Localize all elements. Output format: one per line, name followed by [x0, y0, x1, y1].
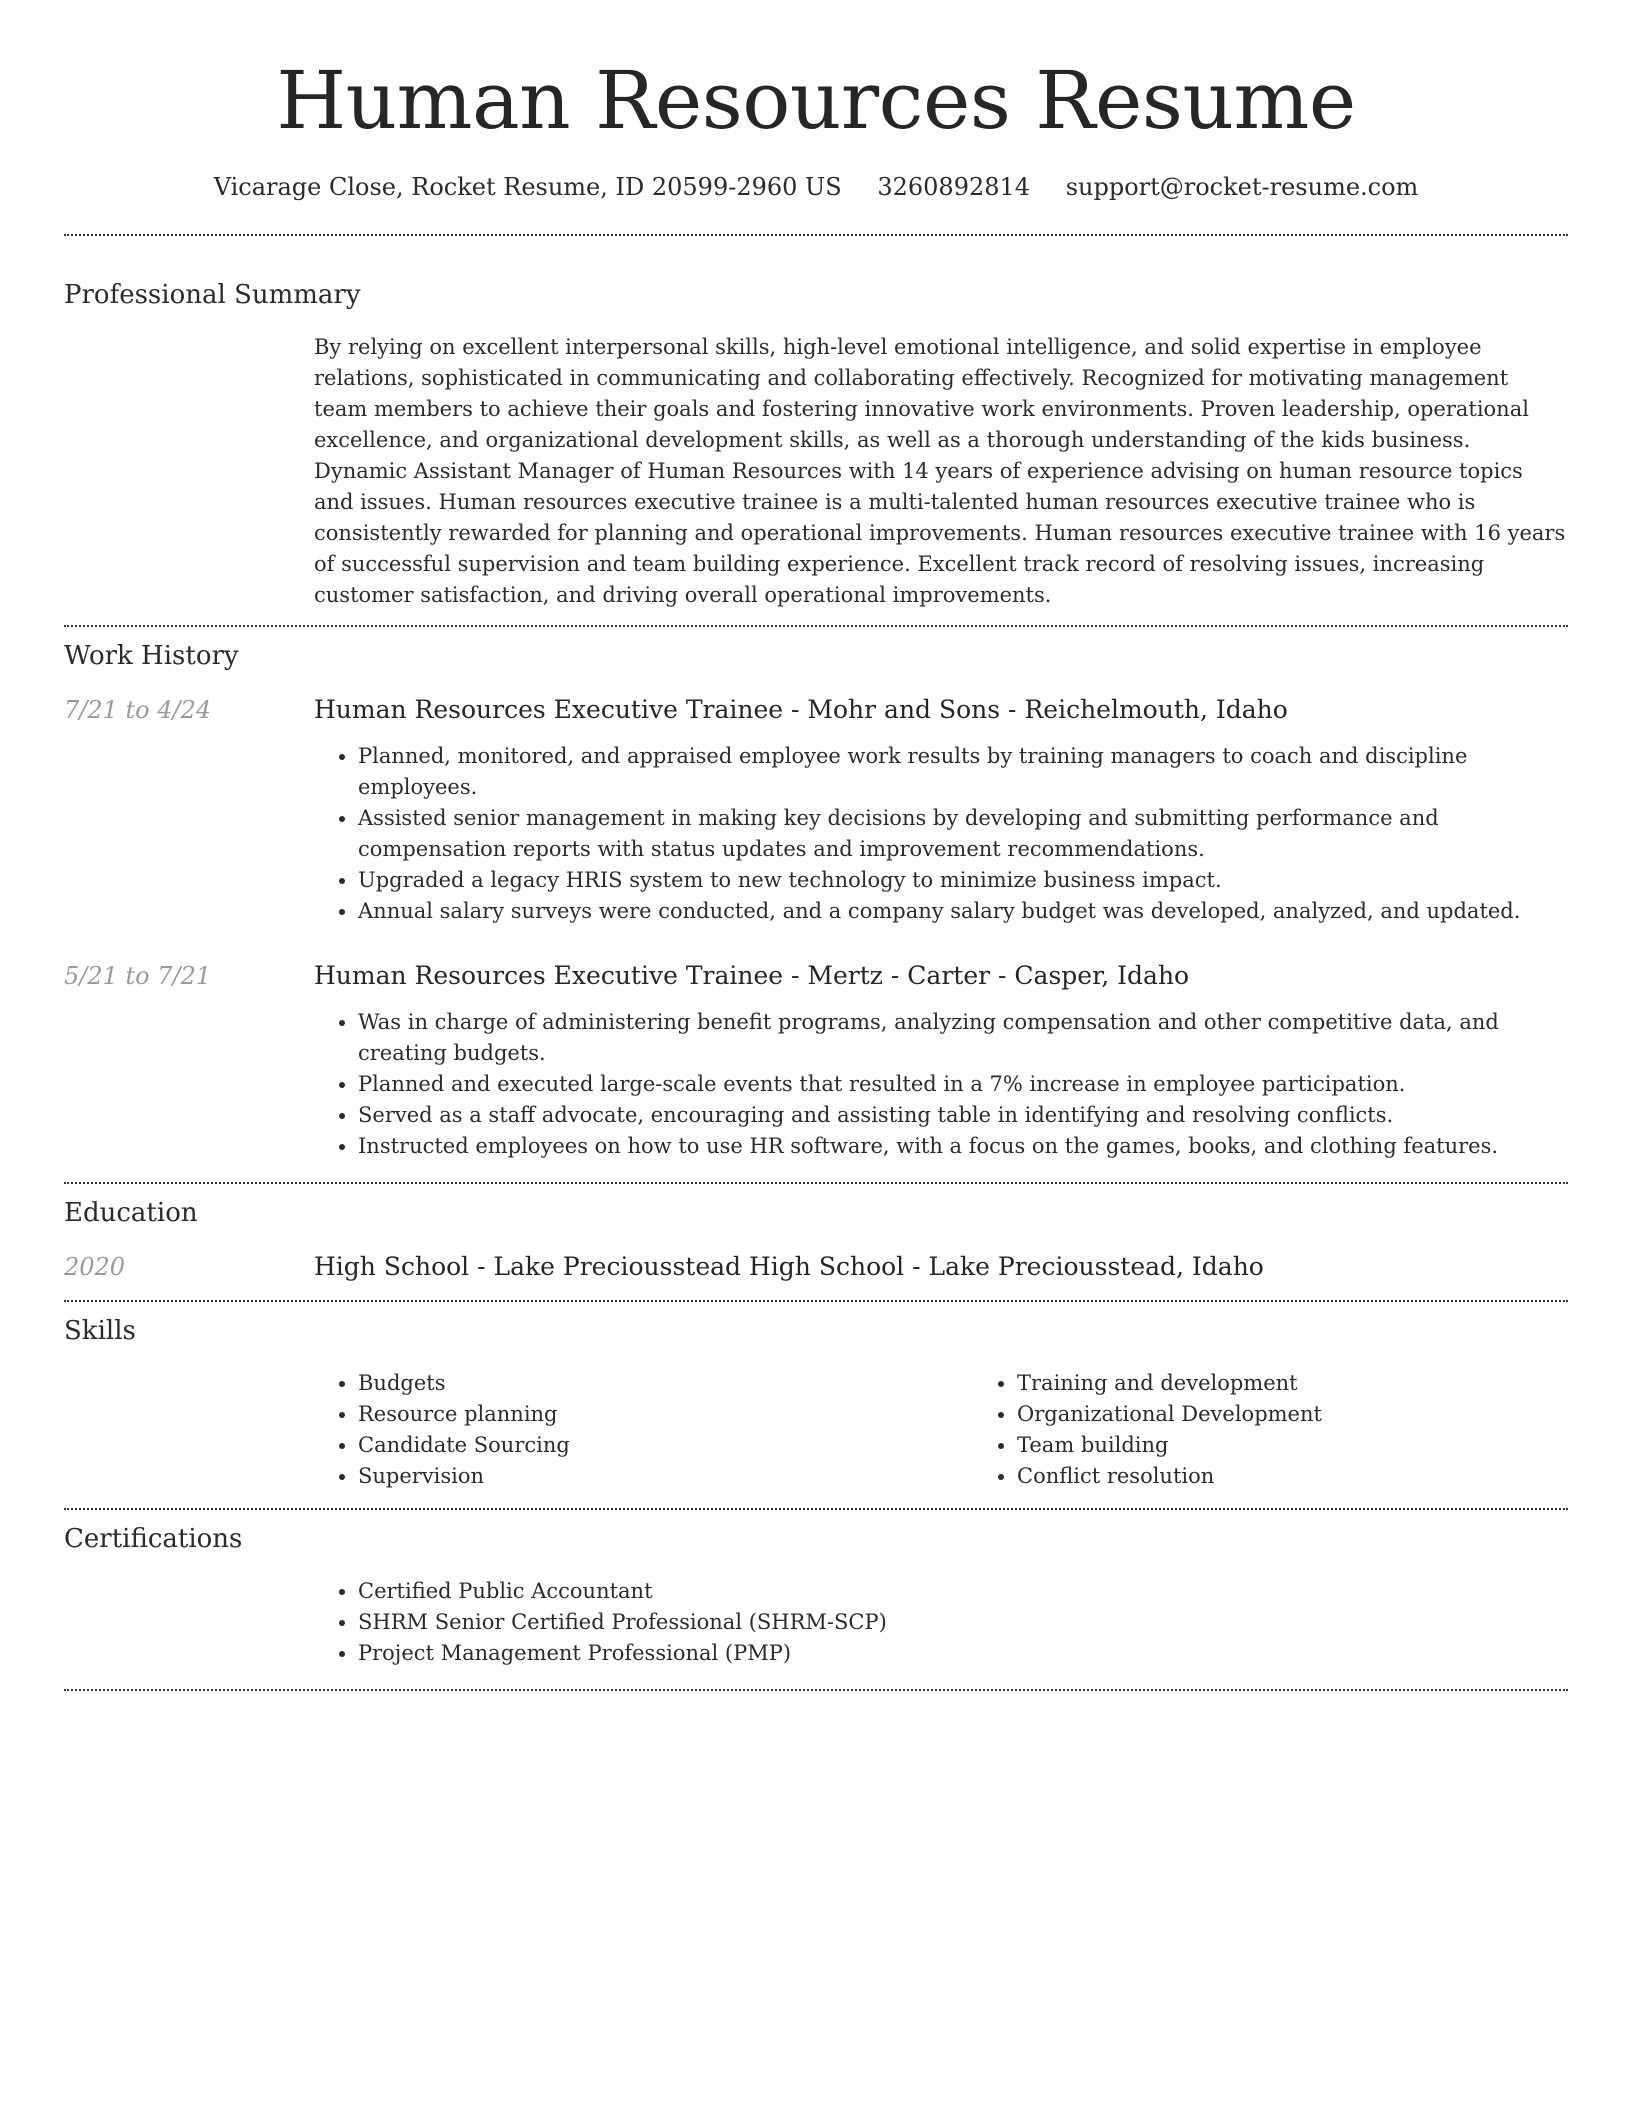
- certifications-list: [314, 1576, 1568, 1669]
- skill-item: • Resource planning: [358, 1399, 973, 1430]
- phone: 3260892814: [877, 173, 1031, 201]
- email: support@rocket-resume.com: [1065, 173, 1419, 201]
- certification-item: • Project Management Professional (PMP): [358, 1638, 1568, 1669]
- section-heading-education: Education: [64, 1198, 198, 1228]
- list-item: • Instructed employees on how to use HR software, with a focus on the games, books, and clothing features.: [358, 1131, 1568, 1162]
- education-text: High School - Lake Preciousstead High School - Lake Preciousstead, Idaho: [314, 1252, 1264, 1281]
- skills-section: [64, 1314, 1568, 1492]
- job-title: Human Resources Executive Trainee - Mohr and Sons - Reichelmouth, Idaho: [314, 695, 1288, 724]
- skill-item: • Training and development: [1017, 1368, 1632, 1399]
- skill-item: • Organizational Development: [1017, 1399, 1632, 1430]
- work-history-section: [64, 639, 1568, 1162]
- divider: [64, 625, 1568, 627]
- section-heading-certifications: Certifications: [64, 1524, 243, 1554]
- list-item: • Assisted senior management in making key decisions by developing and submitting performance and compensation reports with status updates and improvement recommendations.: [358, 803, 1568, 865]
- divider: [64, 1300, 1568, 1302]
- resume-title: Human Resources Resume: [276, 54, 1356, 147]
- skill-item: • Supervision: [358, 1461, 973, 1492]
- job-entry: [64, 959, 1568, 1162]
- list-item: • Planned and executed large-scale events that resulted in a 7% increase in employee participation.: [358, 1069, 1568, 1100]
- divider: [64, 1508, 1568, 1510]
- divider: [64, 234, 1568, 236]
- divider: [64, 1182, 1568, 1184]
- certification-item: • Certified Public Accountant: [358, 1576, 1568, 1607]
- list-item: • Served as a staff advocate, encouraging and assisting table in identifying and resolving conflicts.: [358, 1100, 1568, 1131]
- address: Vicarage Close, Rocket Resume, ID 20599-2960 US: [213, 173, 842, 201]
- education-year: 2020: [64, 1253, 126, 1281]
- education-section: [64, 1196, 1568, 1284]
- list-item: • Annual salary surveys were conducted, and a company salary budget was developed, analyzed, and updated.: [358, 896, 1568, 927]
- job-entry: [64, 693, 1568, 927]
- section-heading-skills: Skills: [64, 1316, 136, 1346]
- education-entry: [64, 1250, 1568, 1284]
- job-dates: 7/21 to 4/24: [64, 696, 212, 724]
- skill-item: • Budgets: [358, 1368, 973, 1399]
- skill-item: • Conflict resolution: [1017, 1461, 1632, 1492]
- summary-section: [64, 278, 1568, 611]
- job-dates: 5/21 to 7/21: [64, 962, 212, 990]
- section-heading-work: Work History: [64, 641, 239, 671]
- job-bullets: [314, 1007, 1568, 1162]
- section-heading-summary: Professional Summary: [64, 280, 361, 310]
- skill-item: • Candidate Sourcing: [358, 1430, 973, 1461]
- summary-text: By relying on excellent interpersonal skills, high-level emotional intelligence, and solid expertise in employee relations, sophisticated in communicating and collaborating effectively. Recognized for motivating management team members to achieve their goals and fostering innovative work environments. Proven leadership, operational excellence, and organizational development skills, as well as a thorough understanding of the kids business. Dynamic Assistant Manager of Human Resources with 14 years of experience advising on human resource topics and issues. Human resources executive trainee is a multi-talented human resources executive trainee who is consistently rewarded for planning and operational improvements. Human resources executive trainee with 16 years of successful supervision and team building experience. Excellent track record of resolving issues, increasing customer satisfaction, and driving overall operational improvements.: [314, 335, 1566, 607]
- certifications-section: [64, 1522, 1568, 1669]
- resume-page: [64, 0, 1568, 1691]
- skills-list-left: [314, 1368, 973, 1492]
- skill-item: • Team building: [1017, 1430, 1632, 1461]
- skills-list-right: [973, 1368, 1632, 1492]
- list-item: • Was in charge of administering benefit programs, analyzing compensation and other competitive data, and creating budgets.: [358, 1007, 1568, 1069]
- job-title: Human Resources Executive Trainee - Mertz - Carter - Casper, Idaho: [314, 961, 1190, 990]
- list-item: • Upgraded a legacy HRIS system to new technology to minimize business impact.: [358, 865, 1568, 896]
- list-item: • Planned, monitored, and appraised employee work results by training managers to coach and discipline employees.: [358, 741, 1568, 803]
- divider: [64, 1689, 1568, 1691]
- contact-line: [64, 170, 1568, 204]
- job-bullets: [314, 741, 1568, 927]
- certification-item: • SHRM Senior Certified Professional (SHRM-SCP): [358, 1607, 1568, 1638]
